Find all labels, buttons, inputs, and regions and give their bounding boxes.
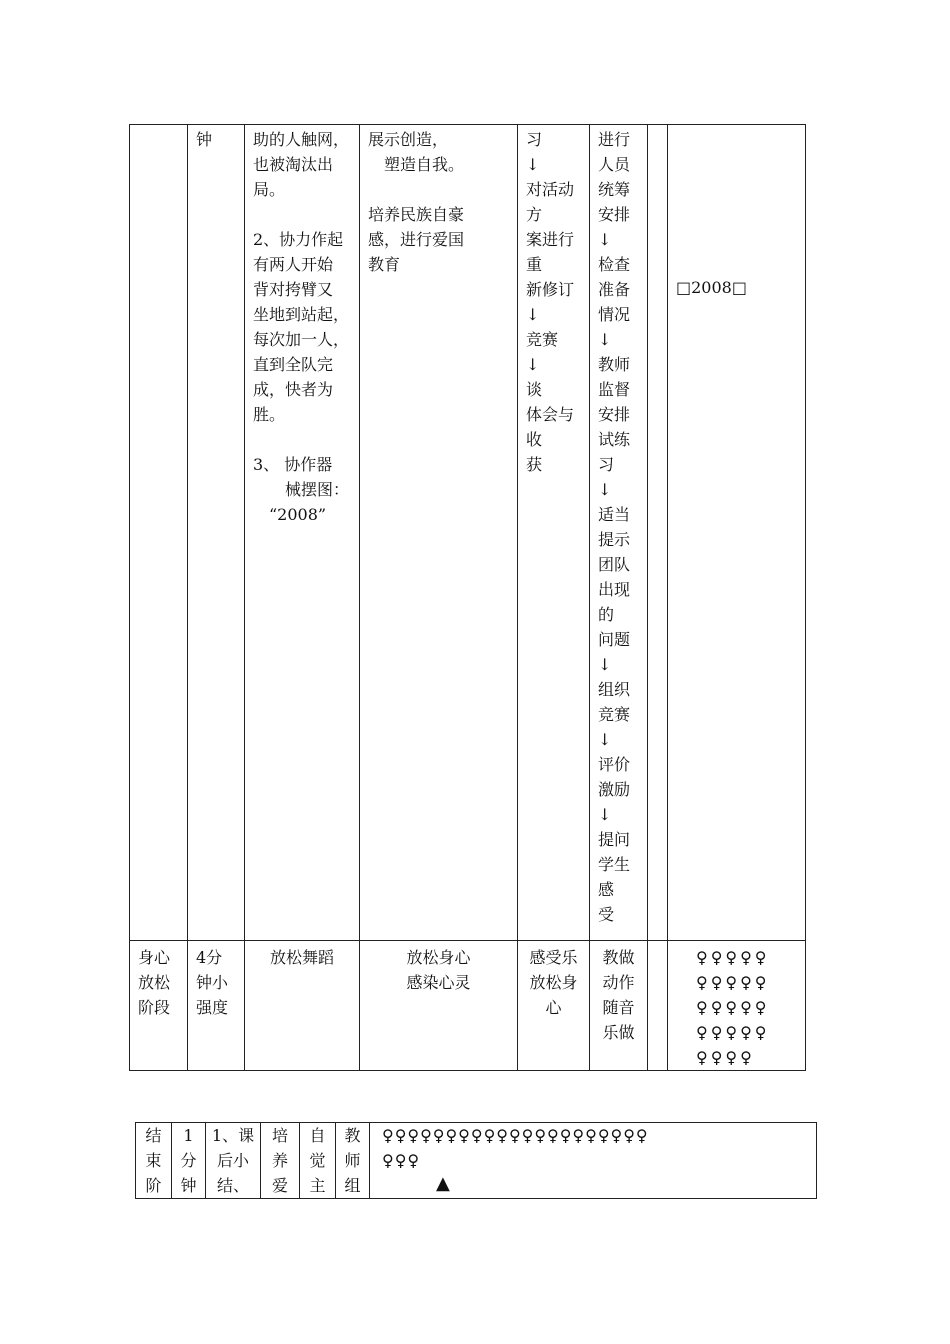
empty-cell [648,125,668,941]
goal-cell: 放松身心 感染心灵 [360,941,518,1071]
teacher-activity-cell: 进行 人员 统筹 安排 ↓ 检查 准备 情况 ↓ 教师 监督 安排 试练 习 ↓ 适当 提示 团队 出现 的 问题 ↓ 组织 竞赛 ↓ 评价 激励 ↓ 提问 学生 感 受 [590,125,648,941]
student-formation-row: ♀♀♀ [382,1151,421,1170]
goal-cell: 培 养 爱 [261,1123,300,1199]
lesson-plan-table-lower [135,1122,817,1199]
time-cell: 1 分 钟 [172,1123,206,1199]
goal-paragraph: 塑造自我。 [384,155,465,174]
teacher-position-icon: ▲ [436,1173,450,1194]
stage-cell: 结 束 阶 [136,1123,172,1199]
goal-paragraph: 培养民族自豪 感，进行爱国 教育 [368,205,465,274]
student-activity-cell: 感受乐 放松身 心 [518,941,590,1071]
teacher-activity-cell: 教 师 组 [336,1123,370,1199]
goal-cell [360,125,518,941]
stage-cell: 身心 放松 阶段 [130,941,188,1071]
table-row [130,125,806,941]
formation-cell [668,125,806,941]
table-row [130,941,806,1071]
student-formation-symbols: ♀♀♀♀♀ ♀♀♀♀♀ ♀♀♀♀♀ ♀♀♀♀♀ ♀♀♀♀ [696,948,770,1067]
time-cell: 钟 [188,125,245,941]
goal-paragraph: 展示创造， [368,130,449,149]
time-cell: 4分 钟小 强度 [188,941,245,1071]
content-paragraph: 3、 协作器 [253,455,333,474]
table-row [136,1123,817,1199]
content-paragraph: 助的人触网， 也被淘汰出 局。 [253,130,350,199]
empty-cell [648,941,668,1071]
content-paragraph: 2、协力作起 有两人开始 背对挎臂又 坐地到站起， 每次加一人， 直到全队完 成，快者为 胜。 [253,230,350,424]
content-cell: 1、课 后小 结、 [206,1123,261,1199]
content-paragraph: “2008” [269,505,327,524]
formation-diagram-label: □2008□ [676,278,747,297]
stage-cell [130,125,188,941]
student-activity-cell: 习 ↓ 对活动 方 案进行 重 新修订 ↓ 竞赛 ↓ 谈 体会与 收 获 [518,125,590,941]
content-cell [245,125,360,941]
formation-cell [370,1123,817,1199]
student-formation-row: ♀♀♀♀♀♀♀♀♀♀♀♀♀♀♀♀♀♀♀♀♀ [382,1126,649,1145]
teacher-activity-cell: 教做 动作 随音 乐做 [590,941,648,1071]
student-activity-cell: 自 觉 主 [300,1123,336,1199]
content-cell: 放松舞蹈 [245,941,360,1071]
content-paragraph: 械摆图： [285,480,350,499]
lesson-plan-table-upper [129,124,806,1071]
formation-cell [668,941,806,1071]
